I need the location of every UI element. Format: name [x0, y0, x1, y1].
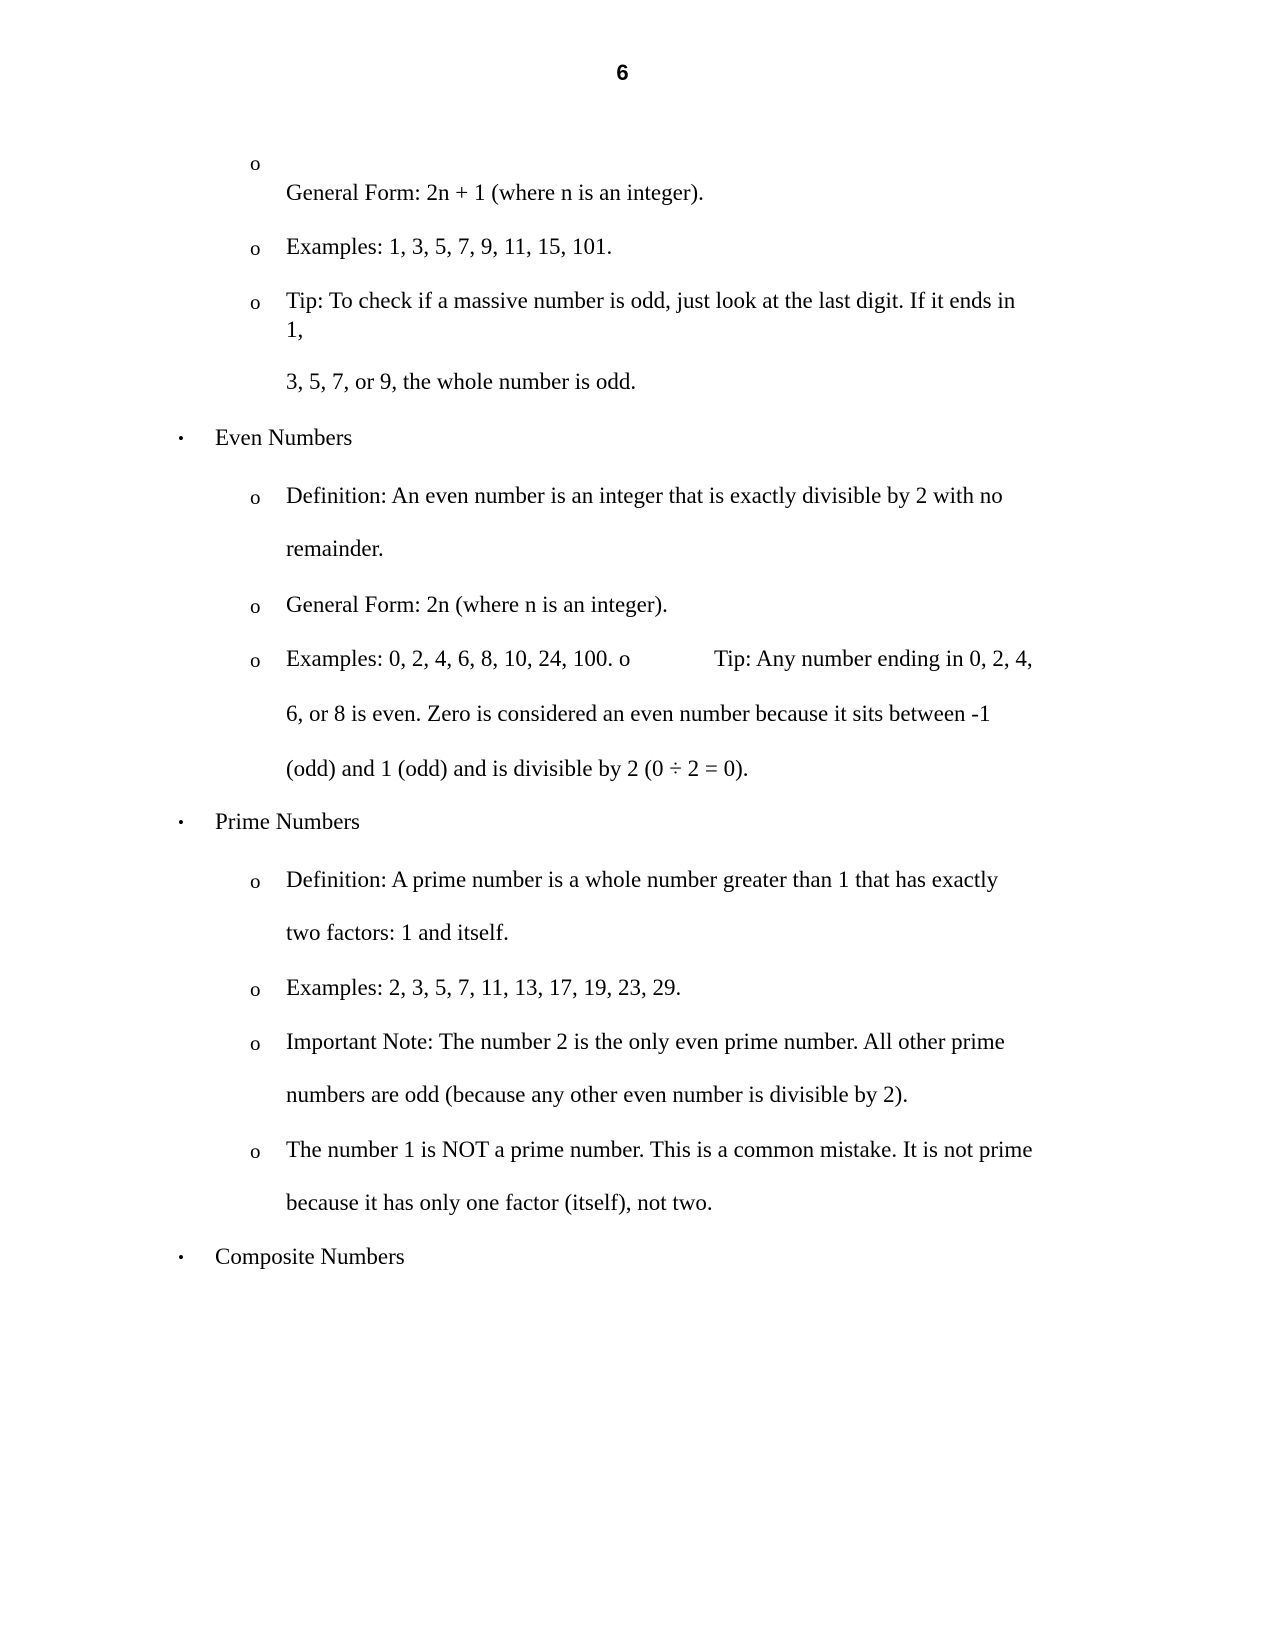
odd-tip-line-2: 1,	[286, 317, 304, 342]
even-definition-line-2: remainder.	[286, 536, 384, 561]
sub-bullet-marker: o	[250, 648, 261, 672]
composite-numbers-heading: Composite Numbers	[215, 1244, 405, 1269]
odd-tip-line-3: 3, 5, 7, or 9, the whole number is odd.	[286, 369, 637, 394]
prime-examples: Examples: 2, 3, 5, 7, 11, 13, 17, 19, 23, 29.	[286, 975, 682, 1000]
even-definition-line-1: Definition: An even number is an integer that is exactly divisible by 2 with no	[286, 483, 1003, 508]
sub-bullet-marker: o	[250, 151, 261, 175]
odd-general-form: General Form: 2n + 1 (where n is an integer).	[286, 180, 704, 205]
prime-note-line-2: numbers are odd (because any other even number is divisible by 2).	[286, 1082, 909, 1107]
even-tip-line-2: 6, or 8 is even. Zero is considered an even number because it sits between -1	[286, 701, 991, 726]
odd-examples: Examples: 1, 3, 5, 7, 9, 11, 15, 101.	[286, 234, 613, 259]
sub-bullet-marker: o	[250, 977, 261, 1001]
prime-definition-line-2: two factors: 1 and itself.	[286, 920, 509, 945]
even-examples: Examples: 0, 2, 4, 6, 8, 10, 24, 100. o	[286, 646, 631, 671]
sub-bullet-marker: o	[250, 485, 261, 509]
even-tip-line-3: (odd) and 1 (odd) and is divisible by 2 (0 ÷ 2 = 0).	[286, 756, 749, 781]
sub-bullet-marker: o	[250, 290, 261, 314]
sub-bullet-marker: o	[250, 869, 261, 893]
sub-bullet-marker: o	[250, 236, 261, 260]
sub-bullet-marker: o	[250, 594, 261, 618]
bullet-marker: •	[178, 429, 184, 448]
bullet-marker: •	[178, 813, 184, 832]
prime-mistake-line-2: because it has only one factor (itself), not two.	[286, 1190, 713, 1215]
prime-numbers-heading: Prime Numbers	[215, 809, 361, 834]
bullet-marker: •	[178, 1248, 184, 1267]
prime-mistake-line-1: The number 1 is NOT a prime number. This is a common mistake. It is not prime	[286, 1137, 1033, 1162]
even-general-form: General Form: 2n (where n is an integer).	[286, 592, 668, 617]
sub-bullet-marker: o	[250, 1031, 261, 1055]
page-number: 6	[616, 60, 629, 85]
prime-definition-line-1: Definition: A prime number is a whole number greater than 1 that has exactly	[286, 867, 999, 892]
sub-bullet-marker: o	[250, 1139, 261, 1163]
prime-note-line-1: Important Note: The number 2 is the only even prime number. All other prime	[286, 1029, 1005, 1054]
odd-tip-line-1: Tip: To check if a massive number is odd, just look at the last digit. If it ends in	[286, 288, 1016, 313]
even-tip-line-1: Tip: Any number ending in 0, 2, 4,	[714, 646, 1033, 671]
even-numbers-heading: Even Numbers	[215, 425, 353, 450]
